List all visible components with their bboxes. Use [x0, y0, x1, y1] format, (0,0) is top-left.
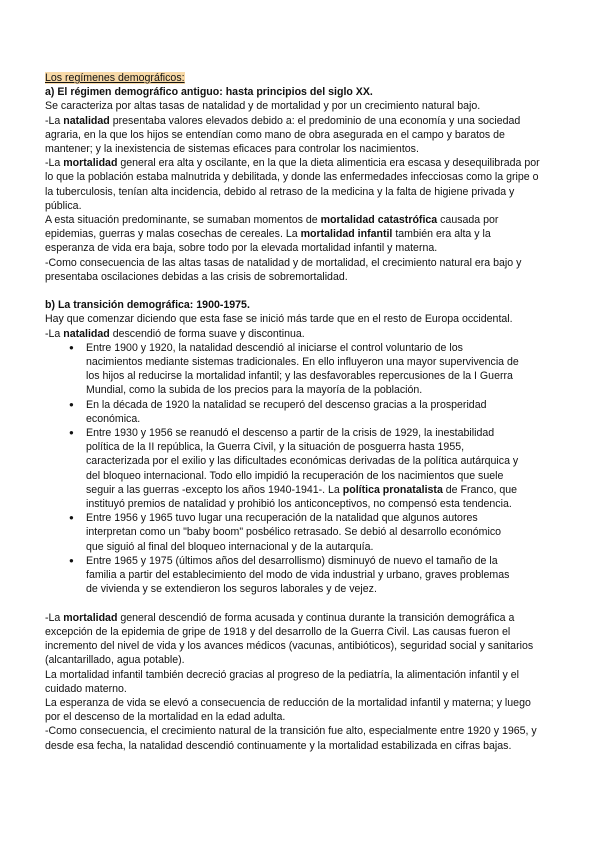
- text-line: Hay que comenzar diciendo que esta fase se inició más tarde que en el resto de Europa occidental.: [45, 313, 513, 326]
- text-line: lo que la población estaba malnutrida y debilitada, y donde las enfermedades infecciosas como la gripe o: [45, 171, 539, 184]
- text-fragment: A esta situación predominante, se sumaban momentos de: [45, 214, 321, 227]
- text-line: interpretan como un "baby boom" posbélico retrasado. Se debió al desarrollo económico: [86, 526, 502, 539]
- section-b-closing: [45, 611, 565, 753]
- text-line: [45, 114, 565, 128]
- bold-term: natalidad: [63, 114, 110, 127]
- section-b-heading: b) La transición demográfica: 1900-1975.: [45, 299, 250, 312]
- bullet-item: [86, 398, 565, 426]
- spacer: [45, 284, 565, 298]
- text-line: [45, 156, 565, 170]
- spacer: [45, 597, 565, 611]
- text-fragment: también era alta y la: [392, 228, 491, 241]
- text-line: la tuberculosis, tenían alta incidencia, debido al retraso de la medicina y la falta de higiene privada y: [45, 185, 515, 198]
- document-title: Los regímenes demográficos:: [45, 72, 185, 84]
- text-line: ● Entre 1900 y 1920, la natalidad descendió al iniciarse el control voluntario de los: [86, 341, 463, 354]
- text-line: [86, 483, 565, 497]
- text-line: La mortalidad infantil también decreció gracias al progreso de la pediatría, la alimentación infantil y el: [45, 668, 520, 681]
- text-line: ● Entre 1930 y 1956 se reanudó el descenso a partir de la crisis de 1929, la inestabilidad: [86, 427, 495, 440]
- text-line: La esperanza de vida se elevó a consecuencia de reducción de la mortalidad infantil y materna; y luego: [45, 696, 531, 709]
- text-fragment: -La: [45, 114, 64, 127]
- text-line: presentaba oscilaciones debidas a las crisis de sobremortalidad.: [45, 270, 348, 283]
- text-line: que siguió al final del bloqueo internacional y de la autarquía.: [86, 540, 374, 553]
- section-b-intro: [45, 312, 565, 340]
- text-line: familia a partir del establecimiento del modo de vida industrial y urbano, graves problemas: [86, 569, 510, 582]
- text-fragment: presentaba valores elevados debido a: el predominio de una economía y una sociedad: [109, 114, 521, 127]
- section-a-body: [45, 99, 565, 284]
- text-line: Se caracteriza por altas tasas de natalidad y de mortalidad y por un crecimiento natural bajo.: [45, 100, 481, 113]
- text-line: [45, 327, 565, 341]
- natality-bullet-list: [45, 341, 565, 597]
- text-line: política de la II república, la Guerra Civil, y la situación de posguerra hasta 1955,: [86, 441, 465, 454]
- text-fragment: -La: [45, 611, 64, 624]
- text-line: incremento del nivel de vida y los avances médicos (vacunas, antibióticos), seguridad social y sanitarios: [45, 640, 534, 653]
- text-line: cuidado materno.: [45, 682, 127, 695]
- text-line: económica.: [86, 412, 141, 425]
- text-line: esperanza de vida era baja, sobre todo por la elevada mortalidad infantil y materna.: [45, 242, 438, 255]
- bold-term: política pronatalista: [342, 483, 443, 496]
- text-line: ● Entre 1965 y 1975 (últimos años del desarrollismo) disminuyó de nuevo el tamaño de la: [86, 554, 498, 567]
- bullet-item: [86, 554, 565, 597]
- text-line: caracterizada por el exilio y las dificultades económicas derivadas de la política autárquica y: [86, 455, 519, 468]
- text-line: (alcantarillado, agua potable).: [45, 654, 185, 667]
- document-page: [45, 71, 565, 753]
- text-fragment: -La: [45, 327, 64, 340]
- section-a-heading: a) El régimen demográfico antiguo: hasta principios del siglo XX.: [45, 86, 373, 99]
- bullet-item: [86, 511, 565, 554]
- text-fragment: general descendió de forma acusada y continua durante la transición demográfica a: [117, 611, 515, 624]
- text-line: -Como consecuencia, el crecimiento natural de la transición fue alto, especialmente entre 1920 y 1965, y: [45, 725, 537, 738]
- text-line: instituyó premios de natalidad y prohibió los anticonceptivos, no compensó esta tendencia.: [86, 498, 512, 511]
- text-line: pública.: [45, 199, 82, 212]
- text-line: ● Entre 1956 y 1965 tuvo lugar una recuperación de la natalidad que algunos autores: [86, 512, 478, 525]
- text-fragment: de Franco, que: [442, 483, 518, 496]
- bold-term: mortalidad infantil: [300, 228, 393, 241]
- text-line: [45, 227, 565, 241]
- text-fragment: seguir a las guerras -excepto los años 1940-1941-. La: [86, 483, 343, 496]
- text-fragment: causada por: [437, 214, 499, 227]
- text-line: -Como consecuencia de las altas tasas de natalidad y de mortalidad, el crecimiento natural era bajo y: [45, 256, 522, 269]
- text-fragment: -La: [45, 157, 64, 170]
- text-line: Mundial, como la subida de los precios para la mayoría de la población.: [86, 384, 423, 397]
- bullet-item: [86, 341, 565, 398]
- text-line: los hijos al reducirse la mortalidad infantil; y las desfavorables repercusiones de la I Guerra: [86, 370, 513, 383]
- bold-term: mortalidad catastrófica: [320, 214, 438, 227]
- text-line: ● En la década de 1920 la natalidad se recuperó del descenso gracias a la prosperidad: [86, 398, 487, 411]
- text-line: desde esa fecha, la natalidad descendió continuamente y la mortalidad estabilizada en cifras bajas.: [45, 739, 512, 752]
- text-fragment: descendió de forma suave y discontinua.: [109, 327, 305, 340]
- bold-term: mortalidad: [63, 611, 118, 624]
- text-line: por el descenso de la mortalidad en la edad adulta.: [45, 711, 286, 724]
- text-fragment: epidemias, guerras y malas cosechas de cereales. La: [45, 228, 301, 241]
- text-line: de vivienda y se extendieron los seguros laborales y de vejez.: [86, 583, 377, 596]
- text-line: excepción de la epidemia de gripe de 1918 y del desarrollo de la Guerra Civil. Las causas fueron el: [45, 625, 511, 638]
- text-line: [45, 611, 565, 625]
- text-line: agraria, en la que los hijos se entendían como mano de obra asegurada en el campo y baratos de: [45, 128, 505, 141]
- bullet-item: [86, 426, 565, 511]
- text-line: mantener; y la inexistencia de sistemas eficaces para controlar los nacimientos.: [45, 143, 419, 156]
- bold-term: natalidad: [63, 327, 110, 340]
- text-fragment: general era alta y oscilante, en la que la dieta alimenticia era escasa y desequilibrada por: [117, 157, 540, 170]
- text-line: del bloqueo internacional. Todo ello impidió la recuperación de los nacimientos que suele: [86, 469, 504, 482]
- text-line: [45, 213, 565, 227]
- text-line: nacimientos mediante sistemas tradicionales. En ello influyeron una mayor supervivencia de: [86, 356, 519, 369]
- bold-term: mortalidad: [63, 157, 118, 170]
